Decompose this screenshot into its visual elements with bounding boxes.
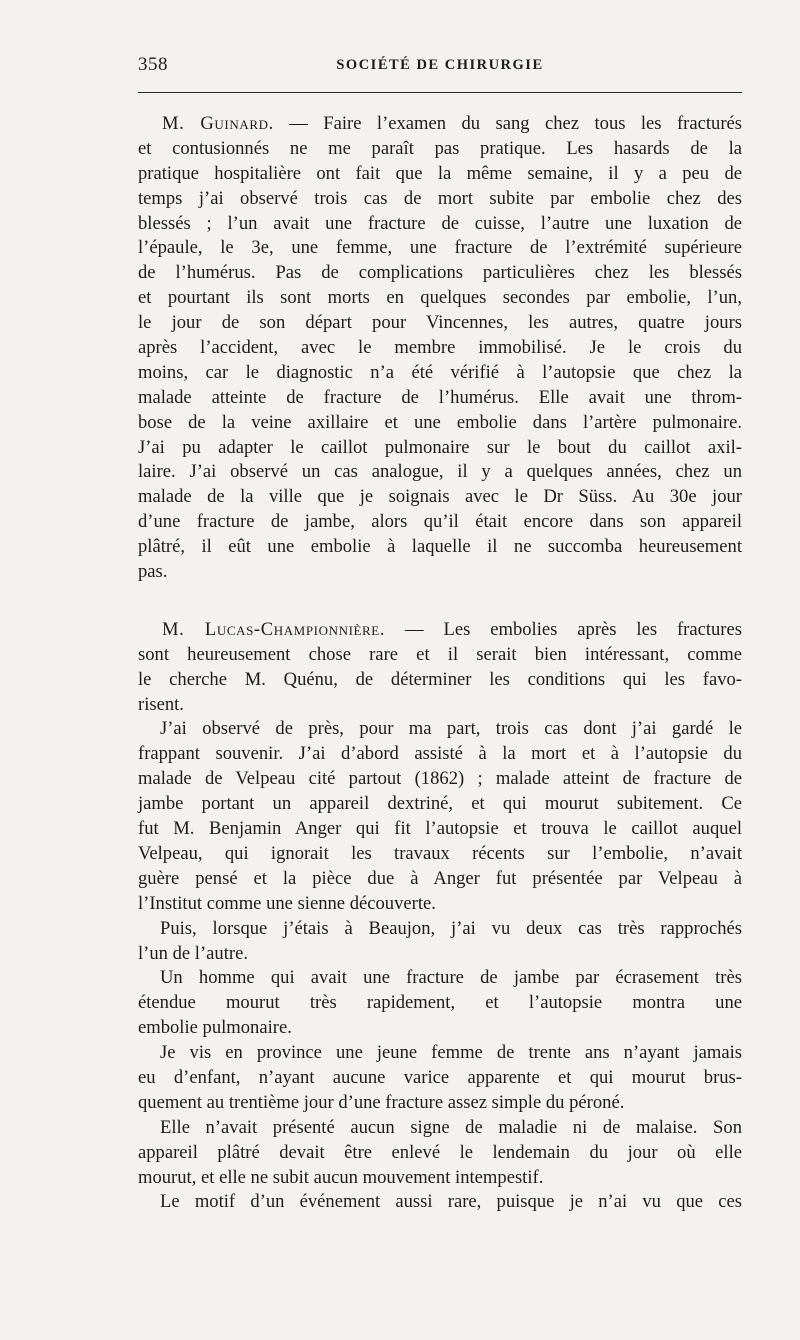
text-line: l’épaule, le 3e, une femme, une fracture de l’extrémité supérieure (138, 237, 742, 259)
paragraph (138, 917, 742, 967)
text-line: malade de la ville que je soignais avec le Dr Süss. Au 30e jour (138, 486, 742, 508)
paragraph (138, 1116, 742, 1191)
text-line: guère pensé et la pièce due à Anger fut présentée par Velpeau à (138, 867, 742, 889)
text-line: l’un de l’autre. (138, 942, 248, 964)
text-line: mourut, et elle ne subit aucun mouvement intempestif. (138, 1166, 544, 1188)
text-line: embolie pulmonaire. (138, 1017, 292, 1039)
text-line: frappant souvenir. J’ai d’abord assisté à la mort et à l’autopsie du (138, 743, 742, 765)
page-number: 358 (138, 54, 168, 75)
running-title: SOCIÉTÉ DE CHIRURGIE (336, 57, 544, 73)
text-line: malade atteinte de fracture de l’humérus. Elle avait une throm- (138, 386, 742, 408)
text-line: eu d’enfant, n’ayant aucune varice apparente et qui mourut brus- (138, 1066, 742, 1088)
text-line: pas. (138, 561, 168, 583)
text-line: moins, car le diagnostic n’a été vérifié à l’autopsie que chez la (138, 361, 742, 383)
header-rule (138, 92, 742, 93)
text-line: de l’humérus. Pas de complications particulières chez les blessés (138, 262, 742, 284)
text-line: J’ai pu adapter le caillot pulmonaire sur le bout du caillot axil- (138, 436, 742, 458)
text-line: M. Guinard. — Faire l’examen du sang chez tous les fracturés (162, 113, 742, 134)
text-line: étendue mourut très rapidement, et l’autopsie montra une (138, 992, 742, 1014)
text-line: sont heureusement chose rare et il serait bien intéressant, comme (138, 643, 742, 665)
paragraph-gap (138, 585, 742, 618)
text-line: et contusionnés ne me paraît pas pratique. Les hasards de la (138, 137, 742, 159)
text-line: le cherche M. Quénu, de déterminer les conditions qui les favo- (138, 668, 742, 690)
paragraph-lucas-championniere (138, 618, 742, 718)
text-line: Elle n’avait présenté aucun signe de maladie ni de malaise. Son (160, 1116, 742, 1138)
text-line: jambe portant un appareil dextriné, et qui mourut subitement. Ce (138, 793, 742, 815)
text-line: M. Lucas-Championnière. — Les embolies après les fractures (162, 618, 742, 640)
text-line: plâtré, il eût une embolie à laquelle il ne succomba heureusement (138, 536, 742, 558)
text-line: malade de Velpeau cité partout (1862) ; malade atteint de fracture de (138, 768, 742, 790)
text-line: Un homme qui avait une fracture de jambe par écrasement très (160, 967, 742, 989)
text-line: l’Institut comme une sienne découverte. (138, 892, 436, 914)
text-line: pratique hospitalière ont fait que la même semaine, il y a peu de (138, 162, 742, 184)
text-line: d’une fracture de jambe, alors qu’il était encore dans son appareil (138, 511, 742, 533)
paragraph (138, 966, 742, 1041)
text-line: blessés ; l’un avait une fracture de cuisse, l’autre une luxation de (138, 212, 742, 234)
text-line: appareil plâtré devait être enlevé le lendemain du jour où elle (138, 1141, 742, 1163)
text-line: Je vis en province une jeune femme de trente ans n’ayant jamais (160, 1042, 742, 1064)
text-line: J’ai observé de près, pour ma part, trois cas dont j’ai gardé le (160, 718, 742, 740)
paragraph (138, 717, 742, 916)
text-line: bose de la veine axillaire et une embolie dans l’artère pulmonaire. (138, 411, 742, 433)
speaker-name: M. Lucas-Championnière. (162, 618, 386, 640)
body-text (138, 112, 742, 1215)
page-header (138, 54, 742, 82)
speaker-name: M. Guinard. (162, 113, 274, 134)
text-line: quement au trentième jour d’une fracture assez simple du péroné. (138, 1091, 625, 1113)
text-line: Puis, lorsque j’étais à Beaujon, j’ai vu deux cas très rapprochés (160, 917, 742, 939)
text-line: et pourtant ils sont morts en quelques secondes par embolie, l’un, (138, 287, 742, 309)
text-line: le jour de son départ pour Vincennes, les autres, quatre jours (138, 312, 742, 334)
text-line: temps j’ai observé trois cas de mort subite par embolie chez des (138, 187, 742, 209)
paragraph (138, 1041, 742, 1116)
text-line: laire. J’ai observé un cas analogue, il y a quelques années, chez un (138, 461, 742, 483)
paragraph-guinard (138, 112, 742, 585)
text-line: Le motif d’un événement aussi rare, puisque je n’ai vu que ces (160, 1191, 742, 1213)
text-line: Velpeau, qui ignorait les travaux récents sur l’embolie, n’avait (138, 842, 742, 864)
text-line: après l’accident, avec le membre immobilisé. Je le crois du (138, 337, 742, 359)
paragraph (138, 1190, 742, 1215)
text-line: risent. (138, 693, 184, 715)
text-line: fut M. Benjamin Anger qui fit l’autopsie et trouva le caillot auquel (138, 818, 742, 840)
